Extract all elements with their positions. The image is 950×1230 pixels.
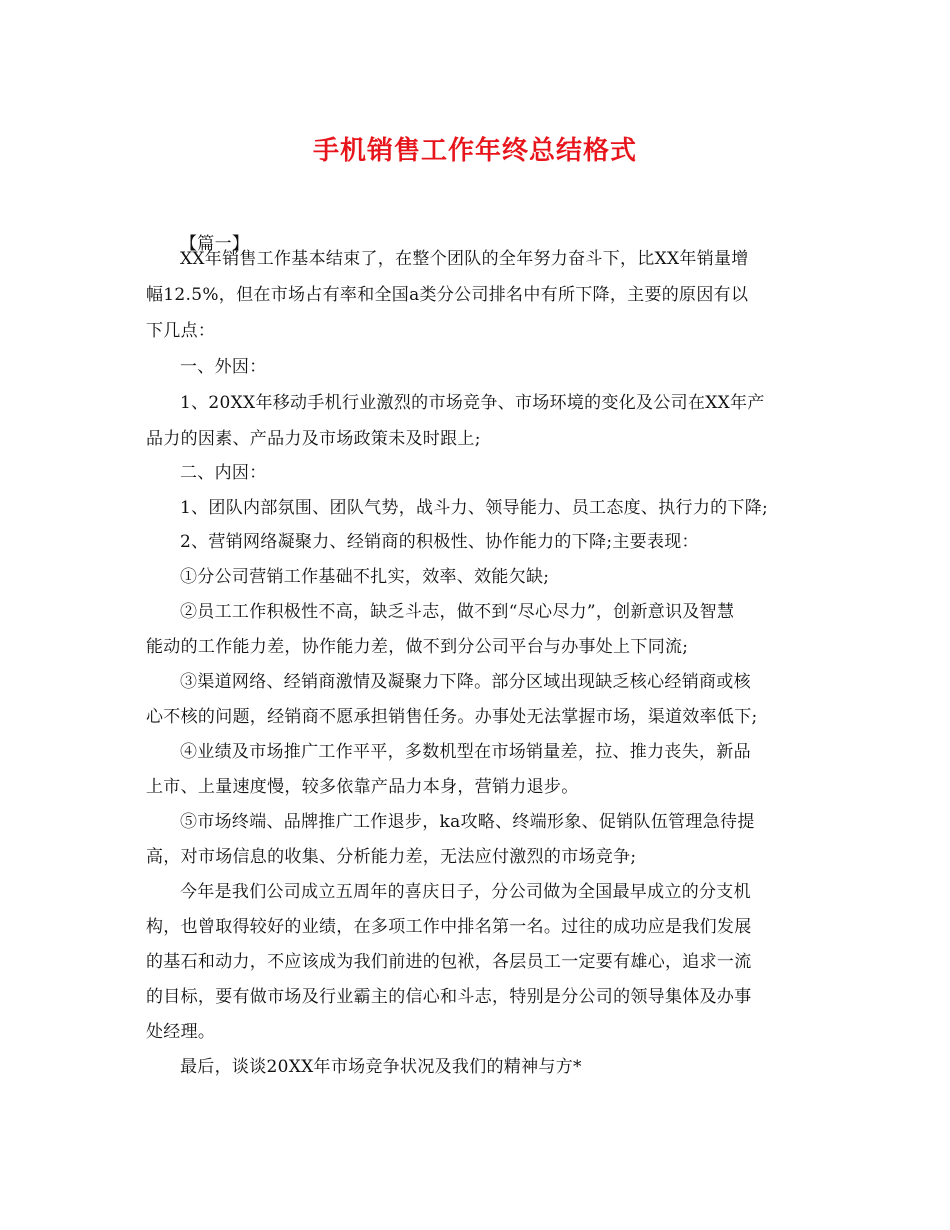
- paragraph-line: 下几点：: [146, 321, 216, 341]
- section-heading: 【篇一】: [180, 234, 250, 254]
- paragraph-line: ①分公司营销工作基础不扎实，效率、效能欠缺;: [180, 567, 550, 587]
- paragraph-line: ②员工工作积极性不高，缺乏斗志，做不到“尽心尽力”，创新意识及智慧: [180, 602, 735, 622]
- paragraph-line: XX年销售工作基本结束了，在整个团队的全年努力奋斗下，比XX年销量增: [180, 249, 749, 269]
- paragraph-line: 2、营销网络凝聚力、经销商的积极性、协作能力的下降;主要表现：: [180, 532, 699, 552]
- paragraph-line: 的基石和动力，不应该成为我们前进的包袱，各层员工一定要有雄心，追求一流: [146, 952, 752, 972]
- paragraph-line: 品力的因素、产品力及市场政策未及时跟上;: [146, 429, 481, 449]
- paragraph-line: 心不核的问题，经销商不愿承担销售任务。办事处无法掌握市场，渠道效率低下;: [146, 707, 758, 727]
- paragraph-line: 处经理。: [146, 1022, 216, 1042]
- paragraph-line: ③渠道网络、经销商激情及凝聚力下降。部分区域出现缺乏核心经销商或核: [180, 672, 751, 692]
- paragraph-line: 高，对市场信息的收集、分析能力差，无法应付激烈的市场竞争;: [146, 847, 637, 867]
- paragraph-line: ⑤市场终端、品牌推广工作退步，ka攻略、终端形象、促销队伍管理急待提: [180, 812, 755, 832]
- paragraph-line: 构，也曾取得较好的业绩，在多项工作中排名第一名。过往的成功应是我们发展: [146, 917, 752, 937]
- paragraph-line: 的目标，要有做市场及行业霸主的信心和斗志，特别是分公司的领导集体及办事: [146, 987, 752, 1007]
- paragraph-line: ④业绩及市场推广工作平平，多数机型在市场销量差，拉、推力丧失，新品: [180, 742, 751, 762]
- paragraph-line: 1、20XX年移动手机行业激烈的市场竞争、市场环境的变化及公司在XX年产: [180, 393, 765, 413]
- paragraph-line: 今年是我们公司成立五周年的喜庆日子，分公司做为全国最早成立的分支机: [180, 882, 751, 902]
- paragraph-line: 能动的工作能力差，协作能力差，做不到分公司平台与办事处上下同流;: [146, 637, 689, 657]
- paragraph-line: 二、内因：: [180, 463, 267, 483]
- paragraph-line: 上市、上量速度慢，较多依靠产品力本身，营销力退步。: [146, 777, 579, 797]
- paragraph-line: 幅12.5%，但在市场占有率和全国a类分公司排名中有所下降，主要的原因有以: [146, 285, 749, 305]
- paragraph-line: 最后，谈谈20XX年市场竞争状况及我们的精神与方*: [180, 1057, 582, 1077]
- paragraph-line: 一、外因：: [180, 357, 267, 377]
- document-title: 手机销售工作年终总结格式: [312, 136, 637, 166]
- paragraph-line: 1、团队内部氛围、团队气势，战斗力、领导能力、员工态度、执行力的下降;: [180, 498, 769, 518]
